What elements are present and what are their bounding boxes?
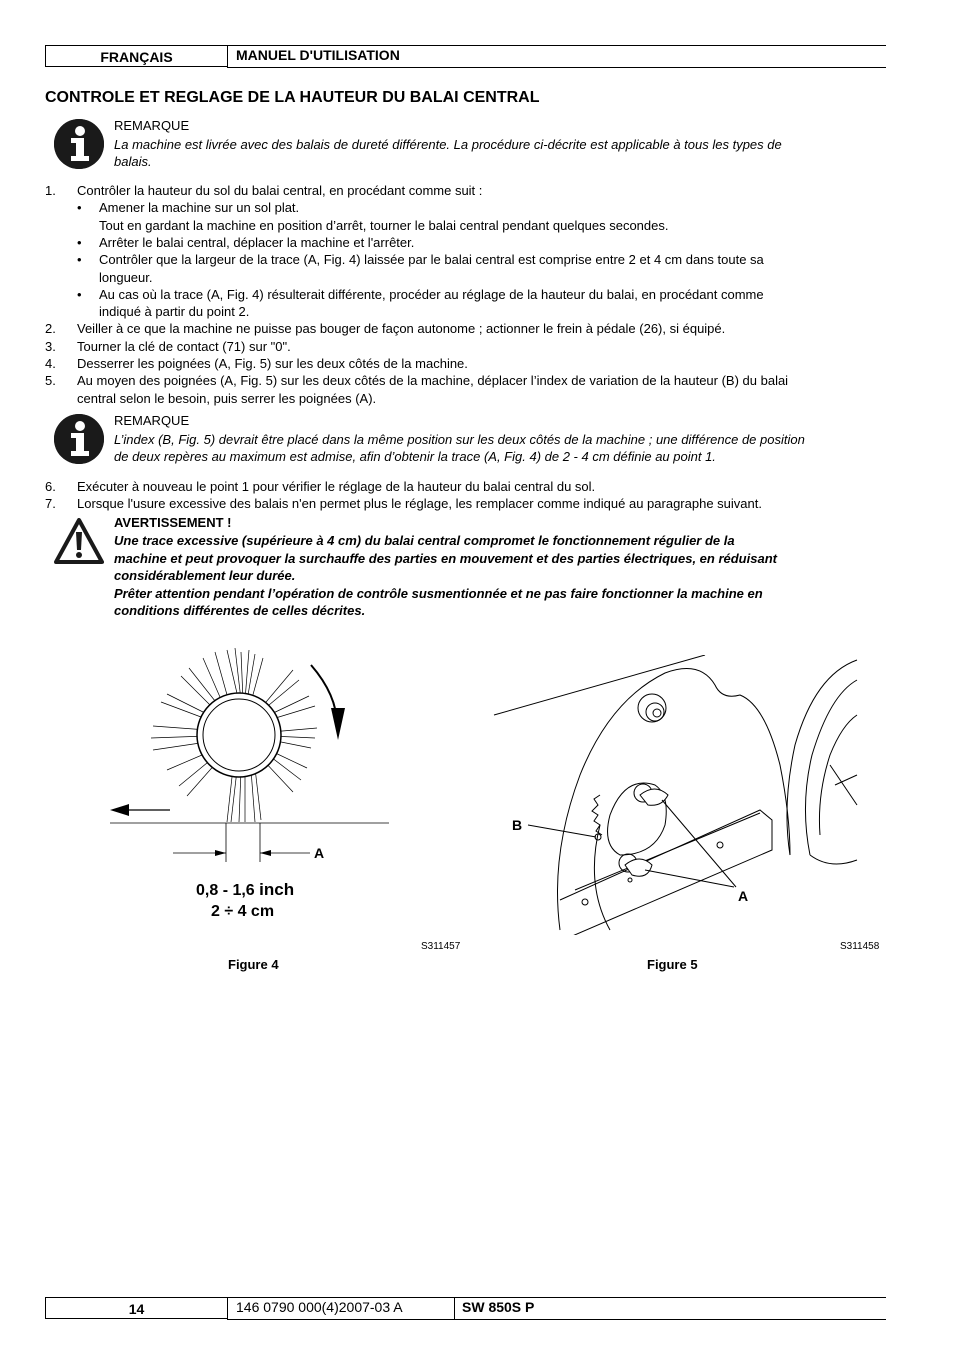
- dimension-cm: 2 ÷ 4 cm: [211, 903, 275, 920]
- figure-4-code: S311457: [421, 941, 461, 952]
- note-label: REMARQUE: [114, 413, 190, 428]
- footer-doc-ref: 146 0790 000(4)2007-03 A: [236, 1299, 403, 1315]
- figure-5-drawing: [490, 655, 860, 935]
- figure-5-label-a: A: [738, 888, 749, 904]
- figure-4-caption: Figure 4: [228, 957, 279, 972]
- note-text: L’index (B, Fig. 5) devrait être placé dans la même position sur les deux côtés de la machine ; une différence de position de deux repères au maximum est admise, afin d’obtenir la trace (A, Fig. 4) de 2 - 4 cm définie au point 1.: [114, 432, 805, 464]
- list-item: Contrôler la hauteur du sol du balai central, en procédant comme suit :: [77, 183, 483, 198]
- list-item: Arrêter le balai central, déplacer la machine et l'arrêter.: [99, 234, 415, 250]
- figure-4-drawing: [105, 640, 395, 880]
- section-title: CONTROLE ET REGLAGE DE LA HAUTEUR DU BALAI CENTRAL: [45, 89, 540, 106]
- warning-text: Une trace excessive (supérieure à 4 cm) du balai central compromet le fonctionnement régulier de la machine et peut provoquer la surchauffe des parties en mouvement et des parties électriques, en réduisant considérablement leur durée. Prêter attention pendant l’opération de contrôle susmentionnée et ne pas faire fonctionner la machine en conditions différentes de celles décrites.: [114, 533, 777, 618]
- list-item: Tourner la clé de contact (71) sur "0".: [77, 338, 291, 354]
- dimension-inch: 0,8 - 1,6 inch: [196, 880, 295, 899]
- list-item: Exécuter à nouveau le point 1 pour vérifier le réglage de la hauteur du balai central du sol.: [77, 479, 596, 494]
- list-item: Desserrer les poignées (A, Fig. 5) sur les deux côtés de la machine.: [77, 356, 468, 371]
- list-item: Au cas où la trace (A, Fig. 4) résulterait différente, procéder au réglage de la hauteur du balai, en procédant comme: [99, 286, 764, 302]
- instruction-list: 1. Contrôler la hauteur du sol du balai central, en procédant comme suit : • Amener la machine sur un sol plat. Tout en gardant la machine en position d’arrêt, tourner le balai central pendant quelques secondes. • Arrêter le balai central, déplacer la machine et l'arrêter. • Contrôler que la largeur de la trace (A, Fig. 4) laissée par le balai central est comprise entre 2 et 4 cm dans toute sa longueur. • Au cas où la trace (A, Fig. 4) résulterait différente, procéder au réglage de la hauteur du balai, en procédant comme indiqué à partir du point 2. 2. Veiller à ce que la machine ne puisse pas bouger de façon autonome ; actionner le frein à pédale (26), si équipé. 3. Tourner la clé de contact (71) sur "0". 4. Desserrer les poignées (A, Fig. 5) sur les deux côtés de la machine. 5. Au moyen des poignées (A, Fig. 5) sur les deux côtés de la machine, déplacer l’index de variation de la hauteur (B) du balai central selon le besoin, puis serrer les poignées (A).: [45, 183, 789, 406]
- list-item: Contrôler que la largeur de la trace (A, Fig. 4) laissée par le balai central est comprise entre 2 et 4 cm dans toute sa: [99, 252, 764, 268]
- figure-5-code: S311458: [840, 941, 880, 952]
- list-item: Veiller à ce que la machine ne puisse pas bouger de façon autonome ; actionner le frein à pédale (26), si équipé.: [77, 321, 726, 337]
- header-manual-title: MANUEL D'UTILISATION: [236, 47, 400, 63]
- figure-5-label-b: B: [512, 817, 523, 833]
- figure-5-caption: Figure 5: [647, 957, 698, 972]
- warning-icon: [54, 518, 104, 564]
- info-icon: [54, 119, 104, 169]
- list-item: Amener la machine sur un sol plat.: [99, 200, 300, 216]
- footer-page-number: 14: [45, 1297, 227, 1319]
- figure-4-label-a: A: [314, 845, 325, 861]
- footer-divider: [454, 1297, 455, 1320]
- instruction-list: 6. Exécuter à nouveau le point 1 pour vérifier le réglage de la hauteur du balai central du sol. 7. Lorsque l'usure excessive des balais n'en permet plus le réglage, les remplacer comme indiqué au paragraphe suivant.: [45, 479, 762, 512]
- note-label: REMARQUE: [114, 118, 190, 133]
- warning-label: AVERTISSEMENT !: [114, 515, 232, 530]
- note-text: La machine est livrée avec des balais de dureté différente. La procédure ci-décrite est applicable à tous les types de balais.: [114, 137, 782, 169]
- list-item: Lorsque l'usure excessive des balais n'en permet plus le réglage, les remplacer comme indiqué au paragraphe suivant.: [77, 496, 762, 512]
- footer-model: SW 850S P: [462, 1299, 535, 1315]
- header-language: FRANÇAIS: [45, 45, 227, 67]
- info-icon: [54, 414, 104, 464]
- list-item: Au moyen des poignées (A, Fig. 5) sur les deux côtés de la machine, déplacer l’index de variation de la hauteur (B) du balai: [77, 373, 789, 389]
